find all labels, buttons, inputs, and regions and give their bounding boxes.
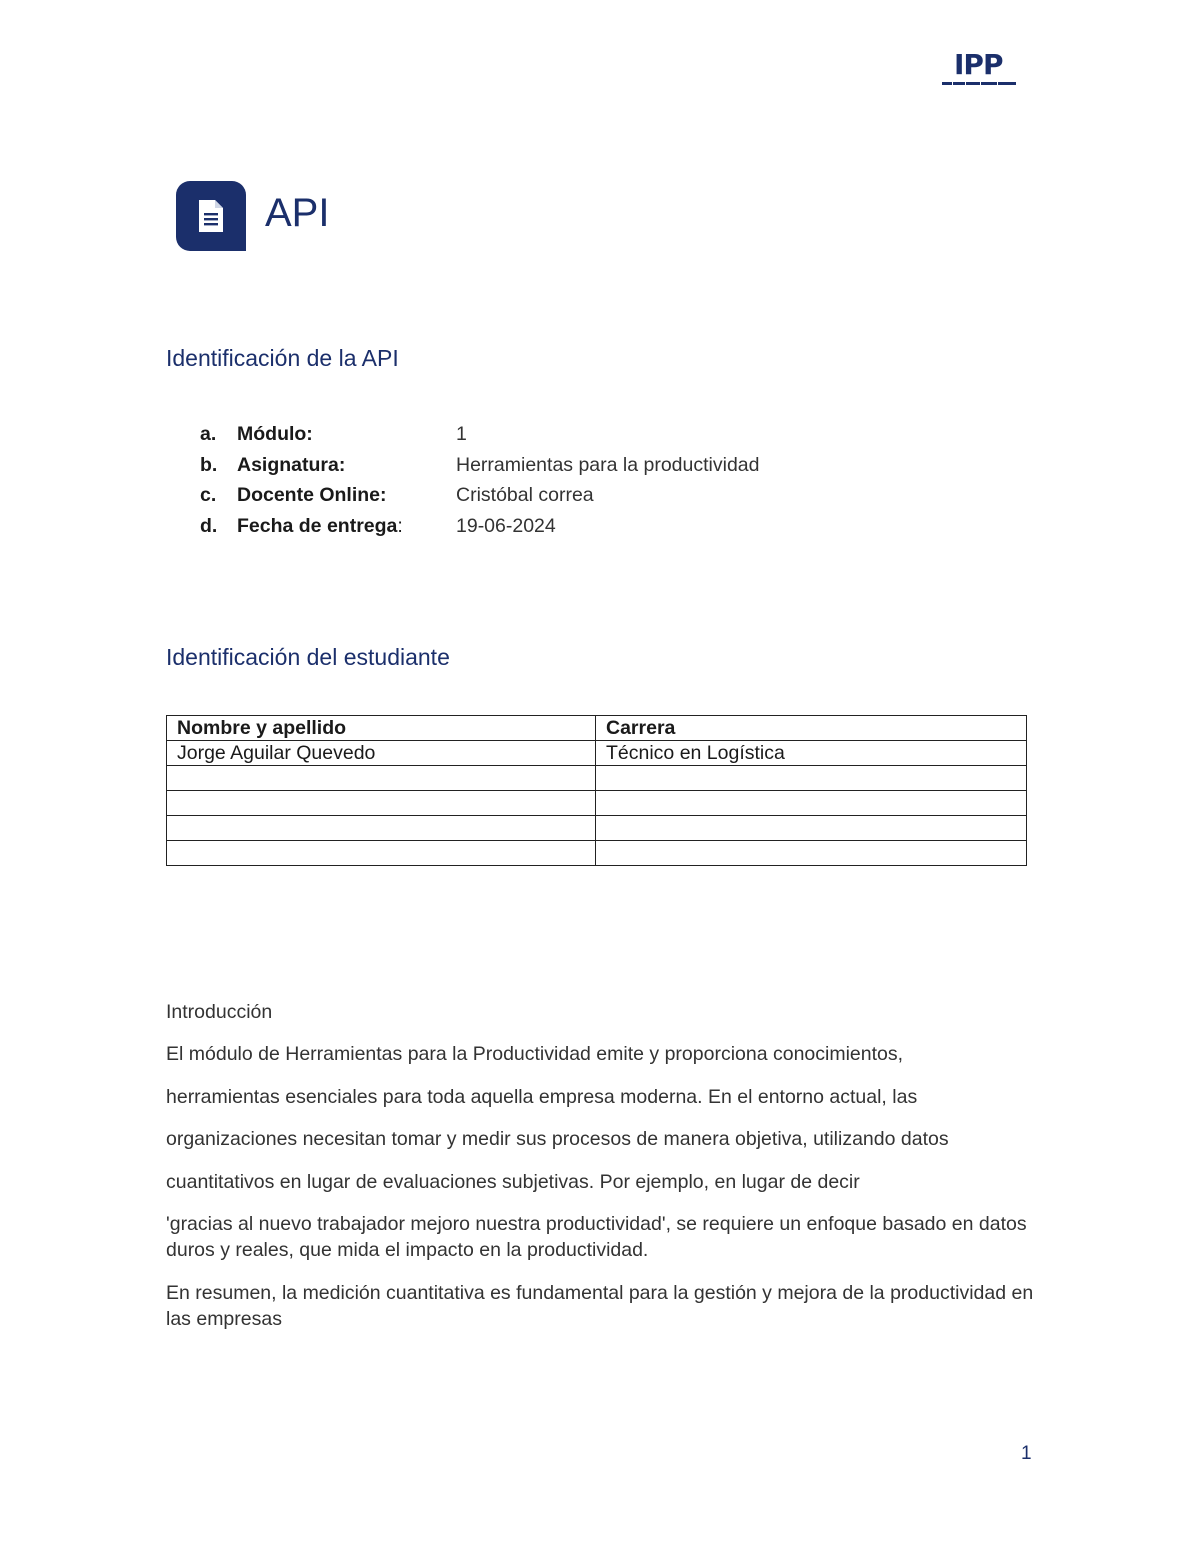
intro-title: Introducción [166, 1001, 273, 1023]
student-table [166, 715, 1027, 866]
info-label: Docente Online: [237, 484, 387, 506]
table-cell [167, 766, 596, 791]
table-header-row [167, 716, 1027, 741]
info-value: 1 [456, 423, 467, 445]
info-label: Módulo: [237, 423, 313, 445]
info-value: Herramientas para la productividad [456, 453, 760, 476]
info-value: 19-06-2024 [456, 514, 556, 537]
table-row [167, 816, 1027, 841]
list-marker: a. [200, 423, 217, 445]
table-cell [596, 816, 1027, 841]
info-label-colon: : [397, 514, 403, 537]
table-row [167, 791, 1027, 816]
intro-paragraph-2: 'gracias al nuevo trabajador mejoro nuestra productividad', se requiere un enfoque basado en datos duros y reales, que mida el impacto en la productividad. [166, 1213, 1027, 1261]
column-header-name: Nombre y apellido [167, 716, 596, 741]
info-label: Asignatura: [237, 453, 346, 476]
section-heading-api: Identificación de la API [166, 345, 399, 371]
logo-subtitle-graphic [942, 82, 1018, 88]
paragraph-line: cuantitativos en lugar de evaluaciones subjetivas. Por ejemplo, en lugar de decir [166, 1170, 860, 1193]
logo-text: IPP [954, 48, 1003, 81]
document-icon [176, 181, 246, 251]
info-label-text: Fecha de entrega [237, 514, 398, 537]
table-row [167, 766, 1027, 791]
table-cell: Técnico en Logística [596, 741, 1027, 766]
column-header-career: Carrera [596, 716, 1027, 741]
paragraph-line: organizaciones necesitan tomar y medir sus procesos de manera objetiva, utilizando datos [166, 1128, 949, 1150]
paragraph-line: El módulo de Herramientas para la Productividad emite y proporciona conocimientos, [166, 1043, 904, 1065]
section-heading-student: Identificación del estudiante [166, 644, 450, 670]
table-cell [167, 791, 596, 816]
document-title: API [265, 191, 330, 235]
intro-paragraph-3: En resumen, la medición cuantitativa es fundamental para la gestión y mejora de la productividad en las empresas [166, 1282, 1034, 1330]
intro-paragraph-1 [166, 1033, 1046, 1203]
table-row [167, 741, 1027, 766]
table-row [167, 841, 1027, 866]
ipp-logo [940, 48, 1020, 92]
table-cell [596, 841, 1027, 866]
table-cell [596, 791, 1027, 816]
info-value: Cristóbal correa [456, 484, 594, 506]
list-marker: c. [200, 484, 217, 506]
paragraph-line: herramientas esenciales para toda aquella empresa moderna. En el entorno actual, las [166, 1085, 918, 1108]
list-marker: b. [200, 453, 218, 476]
page-number: 1 [1021, 1443, 1032, 1464]
table-cell [167, 816, 596, 841]
table-cell [167, 841, 596, 866]
table-cell [596, 766, 1027, 791]
info-label [237, 512, 403, 540]
list-marker: d. [200, 514, 218, 537]
table-cell: Jorge Aguilar Quevedo [167, 741, 596, 766]
